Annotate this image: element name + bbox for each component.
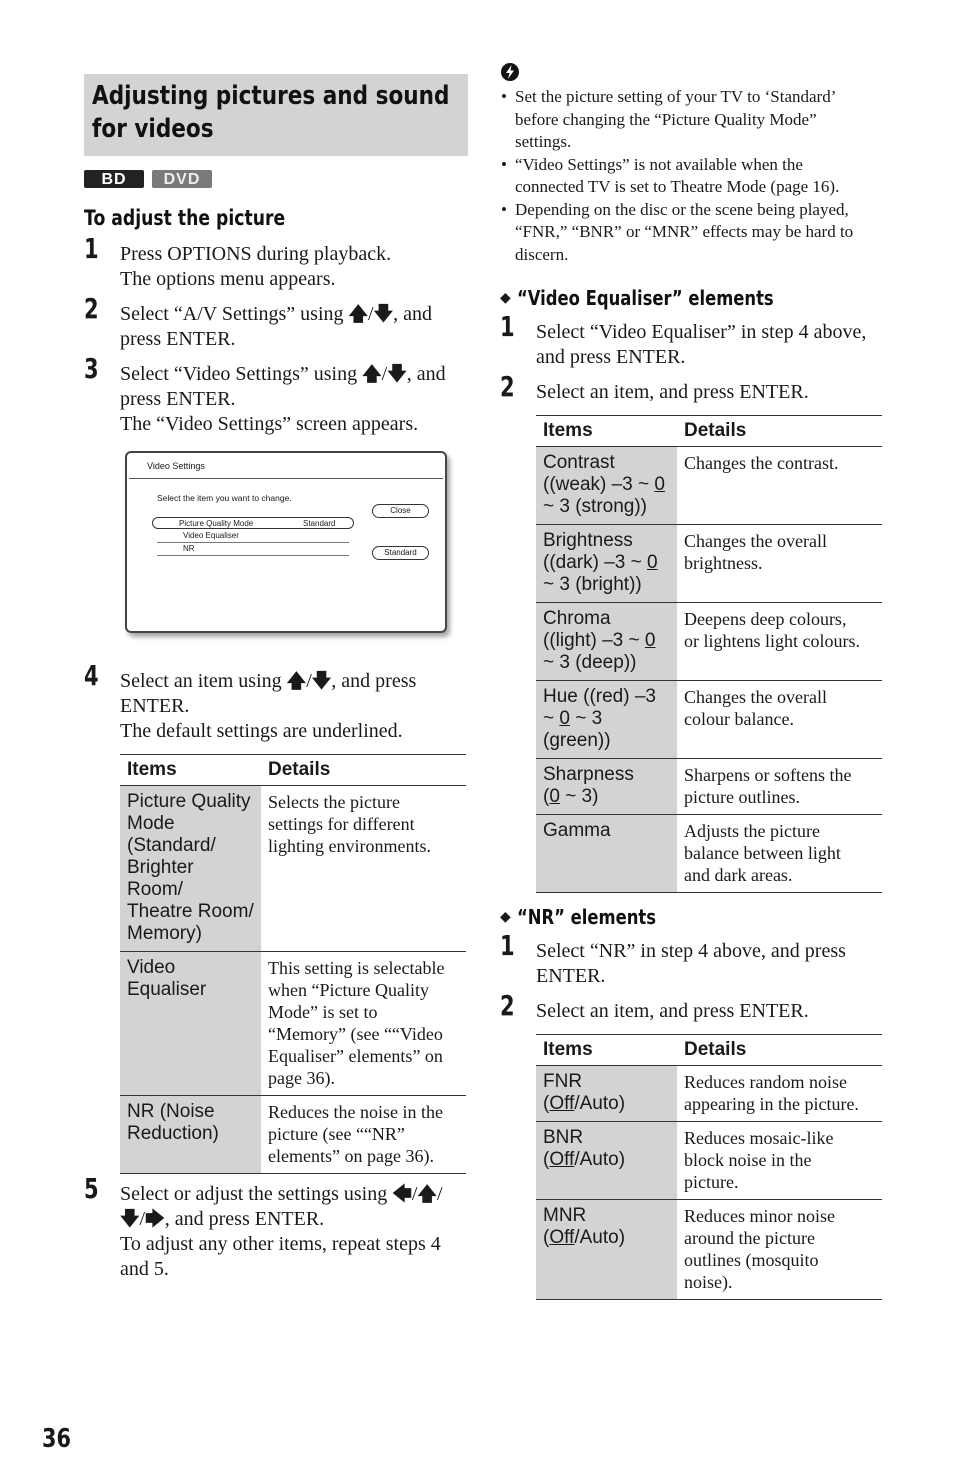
detail-text: page 36). bbox=[268, 1068, 335, 1088]
screen-divider bbox=[129, 478, 443, 479]
detail-text: block noise in the bbox=[684, 1150, 812, 1170]
step-number: 5 bbox=[84, 1172, 99, 1205]
item-text: Mode bbox=[127, 813, 175, 834]
table-header-items: Items bbox=[536, 1035, 677, 1066]
step-text: , and press bbox=[331, 670, 417, 692]
step-number: 1 bbox=[84, 232, 99, 265]
step-3 bbox=[84, 352, 468, 437]
section-title-line1: Adjusting pictures and sound bbox=[92, 81, 450, 111]
step-5 bbox=[84, 1172, 468, 1282]
item-cell bbox=[536, 759, 677, 815]
item-text: ~ 3 (deep)) bbox=[543, 652, 637, 673]
step-text: To adjust any other items, repeat steps 4 bbox=[120, 1233, 441, 1255]
step-text: and 5. bbox=[120, 1258, 169, 1280]
item-cell bbox=[536, 681, 677, 759]
item-text: ~ 3 bbox=[569, 708, 603, 729]
detail-text: colour balance. bbox=[684, 709, 794, 729]
separator: / bbox=[368, 303, 374, 325]
table-header-details: Details bbox=[677, 1035, 882, 1066]
step-text: Select “Video Equaliser” in step 4 above, bbox=[536, 321, 867, 343]
table-row bbox=[536, 759, 882, 815]
hint-text: “FNR,” “BNR” or “MNR” effects may be hard to bbox=[515, 222, 854, 241]
item-text: NR (Noise bbox=[127, 1101, 215, 1122]
detail-cell bbox=[677, 1200, 882, 1300]
item-text: /Auto) bbox=[574, 1093, 626, 1114]
ve-step-2 bbox=[500, 370, 884, 405]
up-arrow-icon: 🡅 bbox=[362, 363, 382, 385]
item-text: Brightness bbox=[543, 530, 633, 551]
step-number: 1 bbox=[500, 929, 515, 962]
item-text: (Standard/ bbox=[127, 835, 216, 856]
step-text: The default settings are underlined. bbox=[120, 720, 403, 742]
item-cell bbox=[536, 525, 677, 603]
step-text: Select an item using bbox=[120, 670, 287, 692]
default-value: Off bbox=[549, 1227, 575, 1248]
step-text: Select “NR” in step 4 above, and press bbox=[536, 940, 846, 962]
screen-prompt: Select the item you want to change. bbox=[157, 493, 292, 503]
detail-text: and dark areas. bbox=[684, 865, 793, 885]
step-text: ENTER. bbox=[536, 965, 606, 987]
item-cell bbox=[536, 815, 677, 893]
item-text: (green)) bbox=[543, 730, 611, 751]
item-text: Theatre Room/ bbox=[127, 901, 254, 922]
detail-text: picture. bbox=[684, 1172, 739, 1192]
detail-text: “Memory” (see ““Video bbox=[268, 1024, 443, 1044]
item-text: ((weak) –3 ~ bbox=[543, 474, 655, 495]
step-text: Select “Video Settings” using bbox=[120, 363, 363, 385]
screen-row-value: Standard bbox=[303, 519, 336, 528]
diamond-icon: ◆ bbox=[500, 909, 511, 925]
up-arrow-icon: 🡅 bbox=[417, 1183, 437, 1205]
item-text: ~ 3 (strong)) bbox=[543, 496, 648, 517]
item-text: Equaliser bbox=[127, 979, 207, 1000]
table-row bbox=[120, 1096, 466, 1174]
hint-text: before changing the “Picture Quality Mode” bbox=[515, 109, 817, 129]
table-header-items: Items bbox=[536, 416, 677, 447]
table-row bbox=[536, 681, 882, 759]
table-row bbox=[536, 603, 882, 681]
detail-text: Sharpens or softens the bbox=[684, 765, 852, 785]
table-row bbox=[120, 952, 466, 1096]
page-number: 36 bbox=[42, 1424, 71, 1454]
detail-text: Mode” is set to bbox=[268, 1002, 378, 1022]
hint-text: • “Video Settings” is not available when the bbox=[515, 154, 803, 174]
detail-text: noise). bbox=[684, 1272, 733, 1292]
screen-row-divider bbox=[157, 555, 349, 556]
item-text: BNR bbox=[543, 1127, 584, 1148]
hint-text: • Set the picture setting of your TV to ‘Standard’ bbox=[515, 87, 837, 106]
detail-text: Adjusts the picture bbox=[684, 821, 820, 841]
nr-step-1 bbox=[500, 929, 884, 989]
detail-text: Reduces random noise bbox=[684, 1072, 847, 1092]
step-number: 1 bbox=[500, 310, 515, 343]
step-number: 2 bbox=[500, 989, 515, 1022]
video-settings-screen bbox=[125, 451, 447, 633]
screen-title: Video Settings bbox=[147, 461, 205, 471]
default-value: 0 bbox=[559, 708, 570, 729]
detail-cell bbox=[677, 1122, 882, 1200]
nr-table bbox=[536, 1034, 882, 1300]
detail-text: Reduces mosaic-like bbox=[684, 1128, 834, 1148]
screen-row-video-equaliser[interactable] bbox=[157, 530, 353, 542]
screen-row-label: NR bbox=[183, 544, 195, 553]
hint-text: settings. bbox=[515, 132, 572, 151]
left-column bbox=[84, 74, 468, 1282]
table-row bbox=[536, 1122, 882, 1200]
detail-cell bbox=[677, 525, 882, 603]
default-value: 0 bbox=[644, 630, 656, 651]
item-text: Picture Quality bbox=[127, 791, 251, 812]
table-row bbox=[536, 525, 882, 603]
hint-text: discern. bbox=[515, 244, 569, 264]
up-arrow-icon: 🡅 bbox=[286, 670, 307, 692]
screen-row-label: Video Equaliser bbox=[183, 531, 239, 540]
table-row bbox=[536, 815, 882, 893]
step-number: 4 bbox=[84, 659, 99, 692]
detail-text: or lightens light colours. bbox=[684, 631, 860, 651]
step-number: 3 bbox=[84, 352, 99, 385]
table-header-details: Details bbox=[677, 416, 882, 447]
item-text: /Auto) bbox=[574, 1149, 626, 1170]
detail-text: outlines (mosquito bbox=[684, 1250, 819, 1270]
detail-text: settings for different bbox=[268, 814, 415, 834]
separator: / bbox=[381, 363, 388, 385]
detail-cell bbox=[677, 1066, 882, 1122]
separator: / bbox=[139, 1208, 146, 1230]
hint-text: connected TV is set to Theatre Mode (page 16). bbox=[515, 177, 840, 196]
detail-text: Equaliser” elements” on bbox=[268, 1046, 443, 1066]
section-title-line2: for videos bbox=[92, 114, 214, 144]
adjust-picture-heading: To adjust the picture bbox=[84, 206, 286, 230]
item-text: Chroma bbox=[543, 608, 611, 629]
video-equaliser-table bbox=[536, 415, 882, 893]
step-text: Select or adjust the settings using bbox=[120, 1183, 393, 1205]
table-row bbox=[536, 1200, 882, 1300]
screen-row-label: Picture Quality Mode bbox=[179, 519, 254, 528]
item-cell bbox=[536, 603, 677, 681]
item-text: Memory) bbox=[127, 923, 202, 944]
nr-step-2 bbox=[500, 989, 884, 1024]
step-text: , and bbox=[393, 303, 433, 325]
step-text: ENTER. bbox=[120, 695, 190, 717]
detail-text: elements” on page 36). bbox=[268, 1146, 434, 1166]
detail-cell bbox=[677, 447, 882, 525]
video-equaliser-heading-row bbox=[500, 286, 884, 310]
item-text: Hue ((red) –3 bbox=[543, 686, 656, 707]
step-1 bbox=[84, 232, 468, 292]
bd-badge: BD bbox=[84, 170, 144, 188]
right-arrow-icon: 🡆 bbox=[145, 1208, 165, 1230]
detail-text: lighting environments. bbox=[268, 836, 431, 856]
detail-cell bbox=[677, 815, 882, 893]
step-4 bbox=[84, 659, 468, 744]
detail-text: picture (see ““NR” bbox=[268, 1124, 405, 1144]
default-value: 0 bbox=[647, 552, 658, 573]
table-row bbox=[120, 786, 466, 952]
item-cell: BNR (Off/Auto) bbox=[536, 1122, 677, 1200]
nr-heading-row bbox=[500, 905, 884, 929]
down-arrow-icon: 🡇 bbox=[311, 670, 332, 692]
section-title bbox=[84, 74, 468, 156]
step-text: The options menu appears. bbox=[120, 268, 336, 290]
settings-table bbox=[120, 754, 466, 1174]
detail-cell bbox=[677, 681, 882, 759]
default-value: 0 bbox=[549, 786, 560, 807]
detail-text: appearing in the picture. bbox=[684, 1094, 859, 1114]
step-2 bbox=[84, 292, 468, 352]
separator: / bbox=[306, 670, 312, 692]
step-number: 2 bbox=[500, 370, 515, 403]
diamond-icon: ◆ bbox=[500, 290, 511, 306]
item-cell bbox=[120, 952, 261, 1096]
detail-text: balance between light bbox=[684, 843, 841, 863]
dvd-badge: DVD bbox=[152, 170, 212, 188]
item-text: Reduction) bbox=[127, 1123, 219, 1144]
screen-row-nr[interactable] bbox=[157, 543, 353, 555]
disc-badges bbox=[84, 170, 468, 190]
nr-heading: “NR” elements bbox=[516, 905, 656, 929]
detail-text: brightness. bbox=[684, 553, 763, 573]
item-text: ~ bbox=[543, 708, 560, 729]
item-text: /Auto) bbox=[574, 1227, 626, 1248]
detail-text: Reduces minor noise bbox=[684, 1206, 835, 1226]
step-text: Select “A/V Settings” using bbox=[120, 303, 349, 325]
step-text: Select an item, and press ENTER. bbox=[536, 1000, 809, 1022]
item-cell: FNR (Off/Auto) bbox=[536, 1066, 677, 1122]
item-cell bbox=[120, 786, 261, 952]
standard-button[interactable]: Standard bbox=[372, 546, 429, 560]
detail-text: Selects the picture bbox=[268, 792, 400, 812]
step-text: , and bbox=[406, 363, 446, 385]
step-text: Press OPTIONS during playback. bbox=[120, 243, 392, 265]
right-column bbox=[500, 62, 884, 1300]
separator: / bbox=[436, 1183, 443, 1205]
default-value: Off bbox=[549, 1149, 575, 1170]
item-text: Sharpness bbox=[543, 764, 634, 785]
detail-cell bbox=[261, 786, 466, 952]
detail-text: Deepens deep colours, bbox=[684, 609, 847, 629]
separator: / bbox=[411, 1183, 418, 1205]
step-text: , and press ENTER. bbox=[164, 1208, 325, 1230]
step-number: 2 bbox=[84, 292, 99, 325]
step-text: and press ENTER. bbox=[536, 346, 686, 368]
down-arrow-icon: 🡇 bbox=[120, 1208, 140, 1230]
detail-text: This setting is selectable bbox=[268, 958, 445, 978]
ve-step-1 bbox=[500, 310, 884, 370]
detail-cell bbox=[677, 603, 882, 681]
default-value: 0 bbox=[654, 474, 665, 495]
detail-cell bbox=[677, 759, 882, 815]
detail-text: Changes the overall bbox=[684, 531, 827, 551]
item-cell: MNR (Off/Auto) bbox=[536, 1200, 677, 1300]
item-text: ~ 3 (bright)) bbox=[543, 574, 642, 595]
table-row bbox=[536, 1066, 882, 1122]
hint-icon bbox=[500, 62, 884, 84]
left-arrow-icon: 🡄 bbox=[392, 1183, 412, 1205]
detail-text: around the picture bbox=[684, 1228, 815, 1248]
table-header-items: Items bbox=[120, 755, 261, 786]
default-value: Off bbox=[549, 1093, 575, 1114]
hint-text: • Depending on the disc or the scene being played, bbox=[515, 199, 849, 219]
item-cell bbox=[120, 1096, 261, 1174]
detail-cell bbox=[261, 1096, 466, 1174]
hint-list bbox=[500, 86, 884, 266]
item-cell bbox=[536, 447, 677, 525]
hint-item bbox=[500, 199, 884, 267]
item-text: ~ 3) bbox=[559, 786, 599, 807]
screen-row-picture-quality-mode[interactable] bbox=[152, 517, 354, 529]
down-arrow-icon: 🡇 bbox=[387, 363, 407, 385]
item-text: ((light) –3 ~ bbox=[543, 630, 645, 651]
detail-text: picture outlines. bbox=[684, 787, 800, 807]
hint-item bbox=[500, 154, 884, 199]
step-text: press ENTER. bbox=[120, 328, 236, 350]
detail-text: when “Picture Quality bbox=[268, 980, 429, 1000]
item-text: Brighter Room/ bbox=[127, 857, 194, 900]
video-equaliser-heading: “Video Equaliser” elements bbox=[516, 286, 774, 310]
item-text: ( bbox=[543, 786, 550, 807]
close-button[interactable]: Close bbox=[372, 504, 429, 518]
item-text: Contrast bbox=[543, 452, 615, 473]
up-arrow-icon: 🡅 bbox=[348, 303, 369, 325]
table-row bbox=[536, 447, 882, 525]
step-text: The “Video Settings” screen appears. bbox=[120, 413, 419, 435]
item-text: Video bbox=[127, 957, 176, 978]
detail-text: Changes the contrast. bbox=[684, 453, 839, 473]
hint-item bbox=[500, 86, 884, 154]
detail-text: Reduces the noise in the bbox=[268, 1102, 443, 1122]
table-header-details: Details bbox=[261, 755, 466, 786]
item-text: FNR bbox=[543, 1071, 583, 1092]
item-text: Gamma bbox=[543, 820, 611, 841]
item-text: ((dark) –3 ~ bbox=[543, 552, 648, 573]
detail-text: Changes the overall bbox=[684, 687, 827, 707]
detail-cell bbox=[261, 952, 466, 1096]
step-text: press ENTER. bbox=[120, 388, 236, 410]
down-arrow-icon: 🡇 bbox=[373, 303, 394, 325]
step-text: Select an item, and press ENTER. bbox=[536, 381, 809, 403]
item-text: MNR bbox=[543, 1205, 587, 1226]
